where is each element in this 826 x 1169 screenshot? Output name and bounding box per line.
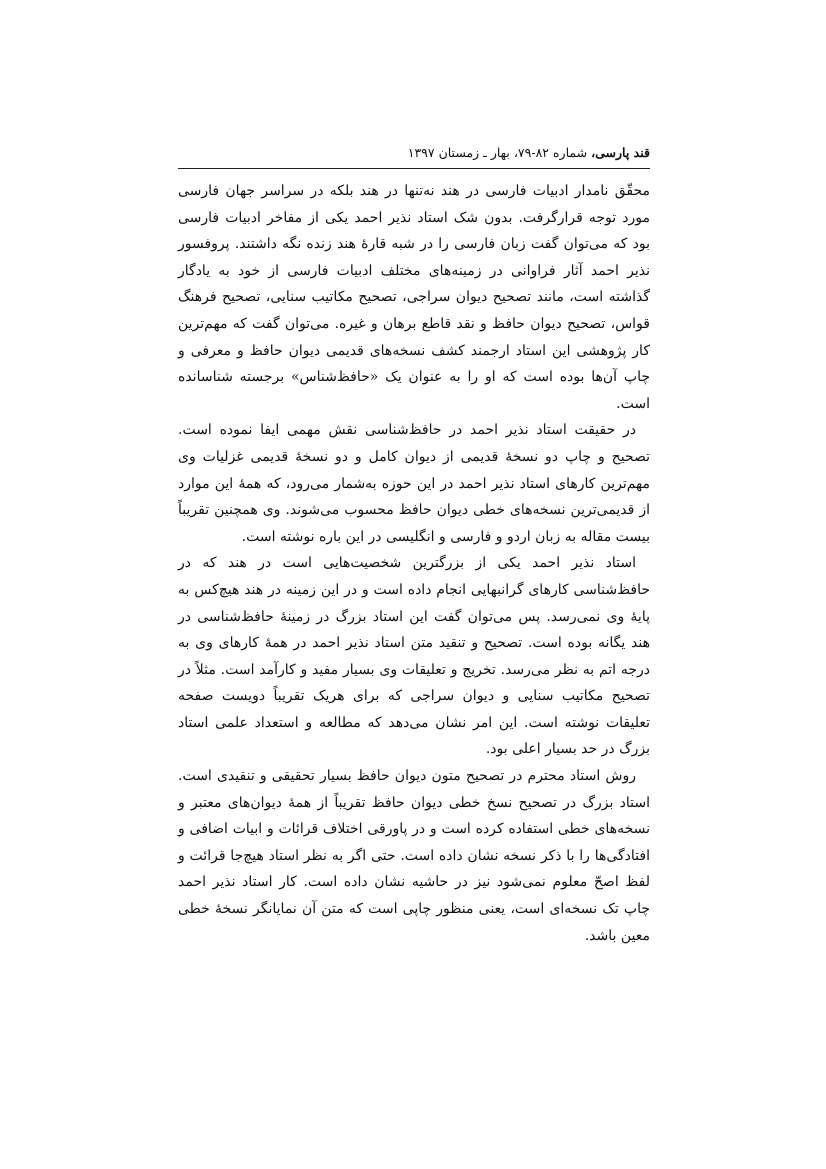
paragraph-3: استاد نذیر احمد یکی از بزرگترین شخصیت‌هایی است در هند که در حافظ‌شناسی کارهای گرانبهایی انجام داده است و در این زمینه در هند هیچ‌کس به پایهٔ وی نمی‌رسد. پس می‌توان گفت این استاد بزرگ در زمینهٔ حافظ‌شناسی در هند یگانه بوده است. تصحیح و تنقید متن استاد نذیر احمد در همهٔ کارهای وی به درجه اتم به نظر می‌رسد. تخریج و تعلیقات وی بسیار مفید و کارآمد است. مثلاً در تصحیح مکاتیب سنایی و دیوان سراجی که برای هریک تقریباً دویست صفحه تعلیقات نوشته است. این امر نشان می‌دهد که مطالعه و استعداد علمی استاد بزرگ در حد بسیار اعلی بود. — [178, 555, 650, 758]
article-body — [178, 178, 650, 949]
paragraph-2: در حقیقت استاد نذیر احمد در حافظ‌شناسی نقش مهمی ایفا نموده است. تصحیح و چاپ دو نسخهٔ قدیمی از دیوان کامل و دو نسخهٔ قدیمی غزلیات وی مهم‌ترین کارهای استاد نذیر احمد در این حوزه به‌شمار می‌رود، که همهٔ این موارد از قدیمی‌ترین نسخه‌های خطی دیوان حافظ محسوب می‌شوند. وی همچنین تقریباً بیست مقاله به زبان اردو و فارسی و انگلیسی در این باره نوشته است. — [178, 422, 650, 545]
running-header — [178, 144, 650, 162]
paragraph-1: محقّق نامدار ادبیات فارسی در هند نه‌تنها در هند بلکه در سراسر جهان فارسی مورد توجه قرارگرفت. بدون شک استاد نذیر احمد یکی از مفاخر ادبیات فارسی بود که می‌توان گفت زبان فارسی را در شبه قارهٔ هند زنده نگه داشتند. پروفسور نذیر احمد آثار فراوانی در زمینه‌های مختلف ادبیات فارسی از خود به یادگار گذاشته است، مانند تصحیح دیوان سراجی، تصحیح مکاتیب سنایی، تصحیح فرهنگ قواس، تصحیح دیوان حافظ و نقد قاطع برهان و غیره. می‌توان گفت که مهم‌ترین کار پژوهشی این استاد ارجمند کشف نسخه‌های قدیمی دیوان حافظ و معرفی و چاپ آن‌ها بوده است که او را به عنوان یک «حافظ‌شناس» برجسته شناسانده است. — [178, 183, 650, 412]
header-divider — [178, 168, 650, 169]
issue-info: شماره ۸۲-۷۹، بهار ـ زمستان ۱۳۹۷ — [407, 145, 592, 160]
paragraph-4: روش استاد محترم در تصحیح متون دیوان حافظ بسیار تحقیقی و تنقیدی است. استاد بزرگ در تصحیح نسخ خطی دیوان حافظ تقریباً از همهٔ دیوان‌های معتبر و نسخه‌های خطی استفاده کرده است و در پاورقی اختلاف قرائات و ابیات اضافی و افتادگی‌ها را با ذکر نسخه نشان داده است. حتی اگر به نظر استاد هیچ‌جا قرائت و لفظ اصحّ معلوم نمی‌شود نیز در حاشیه نشان داده است. کار استاد نذیر احمد چاپ تک نسخه‌ای است، یعنی منظور چاپی است که متن آن نمایانگر نسخهٔ خطی معین باشد. — [178, 768, 650, 944]
journal-title: قند پارسی، — [591, 145, 650, 160]
